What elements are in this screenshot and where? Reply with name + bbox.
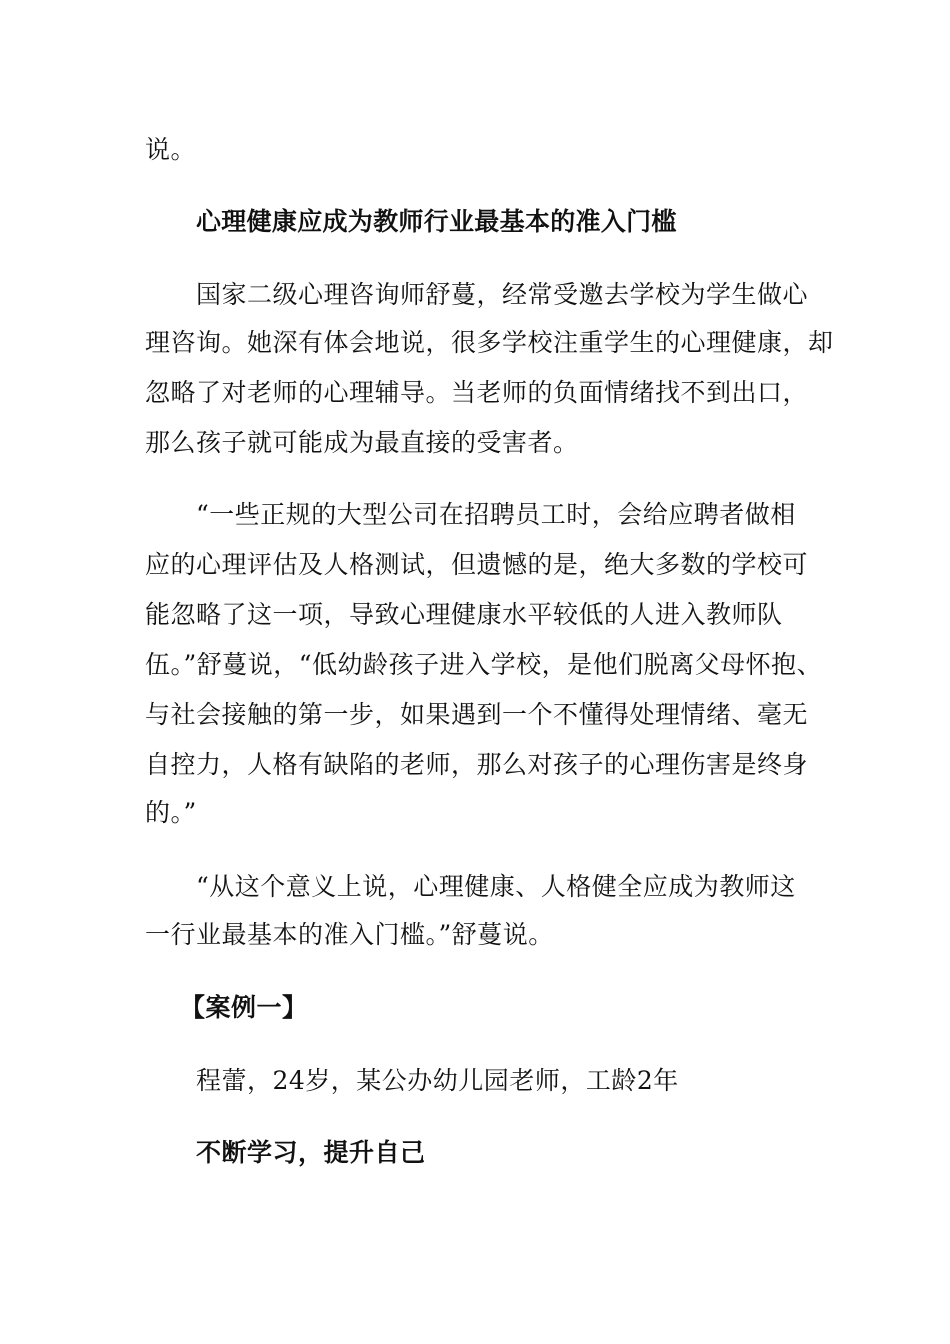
section-heading: 不断学习，提升自己: [196, 1138, 426, 1167]
paragraph-line: 那么孩子就可能成为最直接的受害者。: [145, 428, 579, 457]
paragraph-line: 伍。”舒蔓说，“低幼龄孩子进入学校，是他们脱离父母怀抱、: [145, 650, 823, 679]
case-info: 程蕾，24岁，某公办幼儿园老师，工龄2年: [196, 1066, 679, 1095]
paragraph-line: 自控力，人格有缺陷的老师，那么对孩子的心理伤害是终身: [145, 750, 809, 779]
paragraph-line: 应的心理评估及人格测试，但遗憾的是，绝大多数的学校可: [145, 550, 809, 579]
paragraph-line: 国家二级心理咨询师舒蔓，经常受邀去学校为学生做心: [196, 280, 809, 309]
paragraph-line: 说。: [145, 135, 197, 164]
paragraph-line: 与社会接触的第一步，如果遇到一个不懂得处理情绪、毫无: [145, 700, 809, 729]
paragraph-line: 的。”: [145, 798, 197, 827]
paragraph-line: 一行业最基本的准入门槛。”舒蔓说。: [145, 920, 554, 949]
paragraph-line: “一些正规的大型公司在招聘员工时，会给应聘者做相: [196, 500, 796, 529]
section-heading: 心理健康应成为教师行业最基本的准入门槛: [196, 207, 677, 236]
paragraph-line: 能忽略了这一项，导致心理健康水平较低的人进入教师队: [145, 600, 783, 629]
paragraph-line: 忽略了对老师的心理辅导。当老师的负面情绪找不到出口，: [145, 378, 809, 407]
case-heading: 【案例一】: [180, 993, 308, 1022]
paragraph-line: 理咨询。她深有体会地说，很多学校注重学生的心理健康，却: [145, 328, 834, 357]
paragraph-line: “从这个意义上说，心理健康、人格健全应成为教师这: [196, 872, 796, 901]
